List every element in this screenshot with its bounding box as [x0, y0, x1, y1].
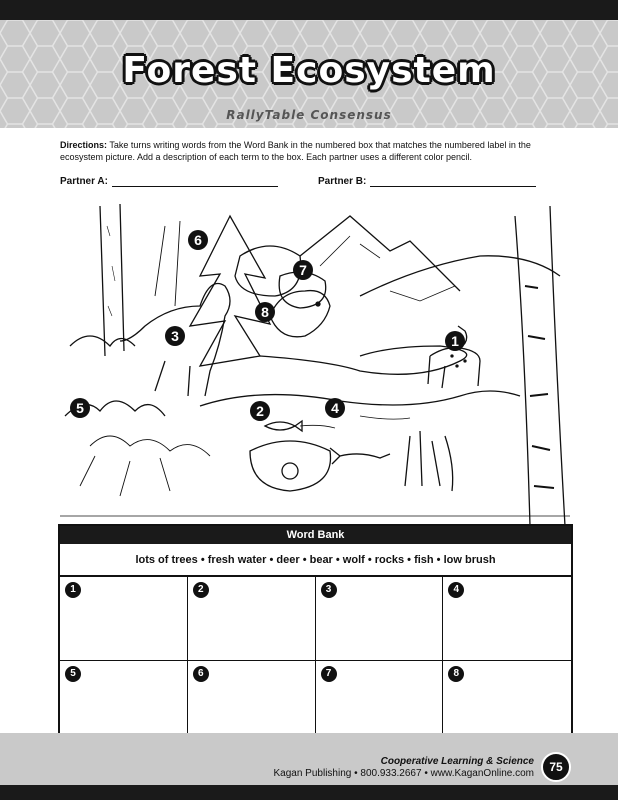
tree-trunk-left	[100, 204, 124, 356]
answer-grid	[60, 577, 571, 745]
box-number: 6	[193, 666, 209, 682]
scene-label-8	[255, 302, 275, 322]
svg-text:6: 6	[194, 232, 202, 248]
page-header	[0, 20, 618, 128]
partner-a-label: Partner A:	[60, 176, 108, 187]
burrow	[250, 441, 331, 491]
svg-text:1: 1	[451, 333, 459, 349]
answer-box-3[interactable]	[316, 577, 444, 661]
partner-b	[318, 176, 536, 187]
water-plants	[405, 431, 453, 491]
directions	[60, 139, 570, 163]
svg-text:3: 3	[171, 328, 179, 344]
top-bar	[0, 0, 618, 20]
scene-labels	[70, 230, 465, 421]
page-subtitle: RallyTable Consensus	[226, 108, 392, 122]
svg-text:2: 2	[256, 403, 264, 419]
answer-box-4[interactable]	[443, 577, 571, 661]
box-number: 1	[65, 582, 81, 598]
scene-label-2	[250, 401, 270, 421]
partner-b-line[interactable]	[370, 177, 536, 187]
box-number: 8	[448, 666, 464, 682]
svg-text:5: 5	[76, 400, 84, 416]
page-title: Forest Ecosystem	[122, 50, 496, 91]
birch-tree	[515, 206, 565, 526]
word-bank	[58, 524, 573, 747]
svg-text:8: 8	[261, 304, 269, 320]
scene-label-1	[445, 331, 465, 351]
word-bank-words: lots of trees • fresh water • deer • bear • wolf • rocks • fish • low brush	[60, 544, 571, 577]
box-number: 5	[65, 666, 81, 682]
partner-fields	[60, 176, 570, 190]
box-number: 4	[448, 582, 464, 598]
ecosystem-picture	[60, 196, 570, 526]
rocks	[235, 246, 301, 296]
partner-b-label: Partner B:	[318, 176, 367, 187]
box-number: 3	[321, 582, 337, 598]
bottom-bar	[0, 785, 618, 800]
scene-label-6	[188, 230, 208, 250]
scene-label-4	[325, 398, 345, 418]
box-number: 7	[321, 666, 337, 682]
svg-text:4: 4	[331, 400, 339, 416]
partner-a-line[interactable]	[112, 177, 278, 187]
scene-label-7	[293, 260, 313, 280]
answer-box-2[interactable]	[188, 577, 316, 661]
page-number: 75	[541, 752, 571, 782]
fish	[265, 421, 302, 431]
partner-a	[60, 176, 278, 187]
scene-label-3	[165, 326, 185, 346]
bear	[270, 291, 330, 337]
box-number: 2	[193, 582, 209, 598]
svg-text:7: 7	[299, 262, 307, 278]
footer-title: Cooperative Learning & Science	[380, 756, 534, 767]
crayfish	[330, 448, 390, 464]
answer-box-1[interactable]	[60, 577, 188, 661]
scene-label-5	[70, 398, 90, 418]
word-bank-title: Word Bank	[60, 526, 571, 544]
footer-publisher: Kagan Publishing • 800.933.2667 • www.KaganOnline.com	[273, 768, 534, 779]
stream	[260, 346, 467, 374]
directions-label: Directions:	[60, 140, 108, 150]
directions-text: Take turns writing words from the Word Bank in the numbered box that matches the numbered label in the ecosystem picture. Add a description of each term to the box. Each partner uses a different color pencil.	[60, 140, 531, 162]
